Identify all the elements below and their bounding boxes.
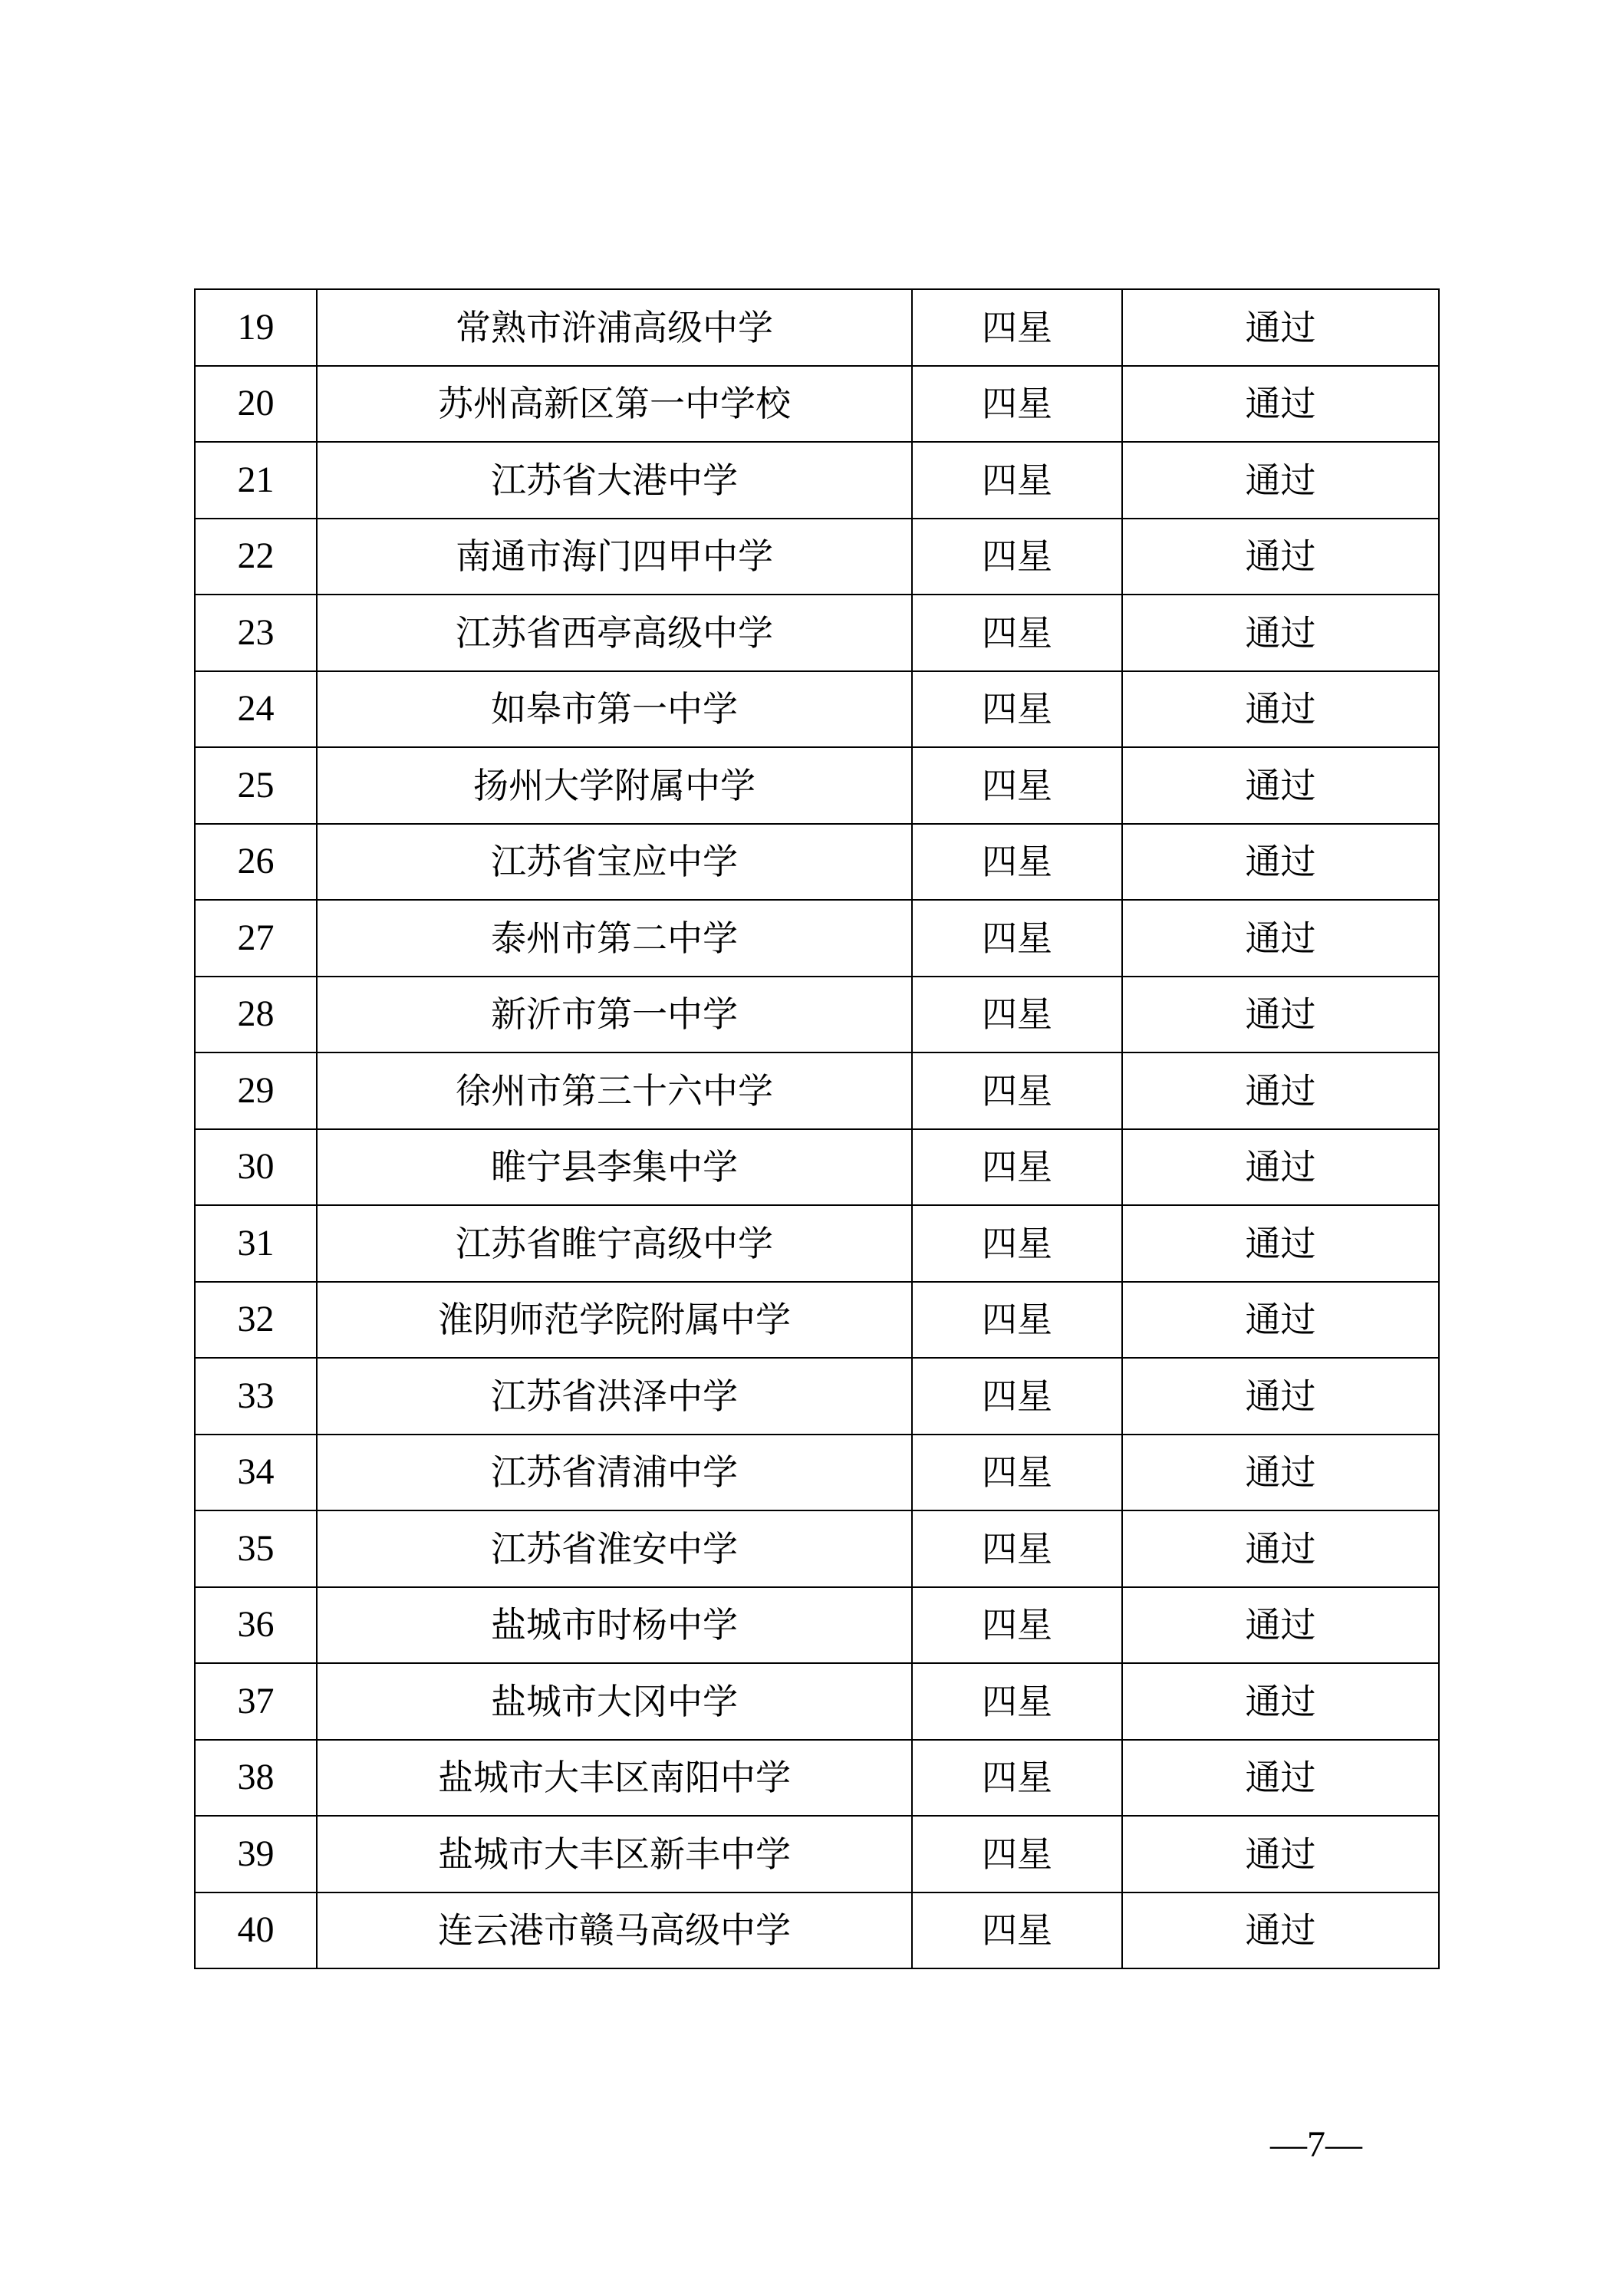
table-row <box>195 671 1439 748</box>
school-name: 如皋市第一中学 <box>317 671 912 748</box>
star-level: 四星 <box>912 977 1122 1053</box>
star-level: 四星 <box>912 1052 1122 1129</box>
star-level: 四星 <box>912 1435 1122 1511</box>
school-name: 盐城市大丰区新丰中学 <box>317 1816 912 1892</box>
table-row <box>195 289 1439 366</box>
star-level: 四星 <box>912 1663 1122 1740</box>
review-result: 通过 <box>1122 1892 1439 1969</box>
row-number: 24 <box>195 671 317 748</box>
star-level: 四星 <box>912 1510 1122 1587</box>
star-level: 四星 <box>912 1358 1122 1435</box>
school-name: 江苏省淮安中学 <box>317 1510 912 1587</box>
review-result: 通过 <box>1122 442 1439 519</box>
school-name: 苏州高新区第一中学校 <box>317 366 912 443</box>
review-result: 通过 <box>1122 1587 1439 1664</box>
row-number: 40 <box>195 1892 317 1969</box>
star-level: 四星 <box>912 1282 1122 1359</box>
review-result: 通过 <box>1122 1358 1439 1435</box>
table-row <box>195 1282 1439 1359</box>
review-result: 通过 <box>1122 824 1439 901</box>
row-number: 36 <box>195 1587 317 1664</box>
review-result: 通过 <box>1122 977 1439 1053</box>
review-result: 通过 <box>1122 1510 1439 1587</box>
school-name: 常熟市浒浦高级中学 <box>317 289 912 366</box>
review-result: 通过 <box>1122 747 1439 824</box>
row-number: 22 <box>195 519 317 595</box>
school-name: 盐城市大丰区南阳中学 <box>317 1740 912 1817</box>
star-level: 四星 <box>912 1740 1122 1817</box>
star-level: 四星 <box>912 442 1122 519</box>
review-result: 通过 <box>1122 519 1439 595</box>
review-result: 通过 <box>1122 671 1439 748</box>
school-name: 新沂市第一中学 <box>317 977 912 1053</box>
row-number: 30 <box>195 1129 317 1206</box>
review-result: 通过 <box>1122 1052 1439 1129</box>
review-result: 通过 <box>1122 366 1439 443</box>
table-row <box>195 595 1439 671</box>
table-row <box>195 442 1439 519</box>
table-row <box>195 1740 1439 1817</box>
star-level: 四星 <box>912 595 1122 671</box>
review-result: 通过 <box>1122 595 1439 671</box>
review-result: 通过 <box>1122 1205 1439 1282</box>
star-level: 四星 <box>912 289 1122 366</box>
school-evaluation-table <box>194 288 1440 1969</box>
school-name: 江苏省宝应中学 <box>317 824 912 901</box>
table-body <box>195 289 1439 1968</box>
table-row <box>195 1358 1439 1435</box>
star-level: 四星 <box>912 1205 1122 1282</box>
school-name: 盐城市大冈中学 <box>317 1663 912 1740</box>
star-level: 四星 <box>912 1587 1122 1664</box>
row-number: 32 <box>195 1282 317 1359</box>
star-level: 四星 <box>912 366 1122 443</box>
star-level: 四星 <box>912 1892 1122 1969</box>
school-name: 江苏省西亭高级中学 <box>317 595 912 671</box>
row-number: 37 <box>195 1663 317 1740</box>
table-row <box>195 1435 1439 1511</box>
school-name: 泰州市第二中学 <box>317 900 912 977</box>
table-row <box>195 1816 1439 1892</box>
review-result: 通过 <box>1122 1435 1439 1511</box>
table-row <box>195 747 1439 824</box>
row-number: 34 <box>195 1435 317 1511</box>
review-result: 通过 <box>1122 1663 1439 1740</box>
review-result: 通过 <box>1122 900 1439 977</box>
star-level: 四星 <box>912 900 1122 977</box>
review-result: 通过 <box>1122 289 1439 366</box>
page-number: —7— <box>1270 2124 1362 2165</box>
row-number: 26 <box>195 824 317 901</box>
school-name: 连云港市赣马高级中学 <box>317 1892 912 1969</box>
row-number: 19 <box>195 289 317 366</box>
table-row <box>195 1663 1439 1740</box>
row-number: 20 <box>195 366 317 443</box>
row-number: 38 <box>195 1740 317 1817</box>
review-result: 通过 <box>1122 1129 1439 1206</box>
row-number: 27 <box>195 900 317 977</box>
table-row <box>195 1205 1439 1282</box>
school-name: 扬州大学附属中学 <box>317 747 912 824</box>
table-row <box>195 977 1439 1053</box>
row-number: 23 <box>195 595 317 671</box>
row-number: 28 <box>195 977 317 1053</box>
table-row <box>195 1510 1439 1587</box>
school-name: 盐城市时杨中学 <box>317 1587 912 1664</box>
star-level: 四星 <box>912 1816 1122 1892</box>
school-name: 南通市海门四甲中学 <box>317 519 912 595</box>
review-result: 通过 <box>1122 1816 1439 1892</box>
row-number: 29 <box>195 1052 317 1129</box>
table-row <box>195 824 1439 901</box>
table-row <box>195 1587 1439 1664</box>
school-name: 睢宁县李集中学 <box>317 1129 912 1206</box>
school-name: 徐州市第三十六中学 <box>317 1052 912 1129</box>
row-number: 35 <box>195 1510 317 1587</box>
table-row <box>195 1052 1439 1129</box>
star-level: 四星 <box>912 1129 1122 1206</box>
table-row <box>195 1129 1439 1206</box>
table-row <box>195 366 1439 443</box>
school-name: 江苏省大港中学 <box>317 442 912 519</box>
school-name: 江苏省洪泽中学 <box>317 1358 912 1435</box>
school-name: 江苏省清浦中学 <box>317 1435 912 1511</box>
star-level: 四星 <box>912 671 1122 748</box>
star-level: 四星 <box>912 747 1122 824</box>
table-row <box>195 519 1439 595</box>
row-number: 39 <box>195 1816 317 1892</box>
school-name: 江苏省睢宁高级中学 <box>317 1205 912 1282</box>
star-level: 四星 <box>912 519 1122 595</box>
table-row <box>195 900 1439 977</box>
row-number: 25 <box>195 747 317 824</box>
row-number: 31 <box>195 1205 317 1282</box>
star-level: 四星 <box>912 824 1122 901</box>
row-number: 21 <box>195 442 317 519</box>
row-number: 33 <box>195 1358 317 1435</box>
table-row <box>195 1892 1439 1969</box>
school-name: 淮阴师范学院附属中学 <box>317 1282 912 1359</box>
review-result: 通过 <box>1122 1740 1439 1817</box>
review-result: 通过 <box>1122 1282 1439 1359</box>
